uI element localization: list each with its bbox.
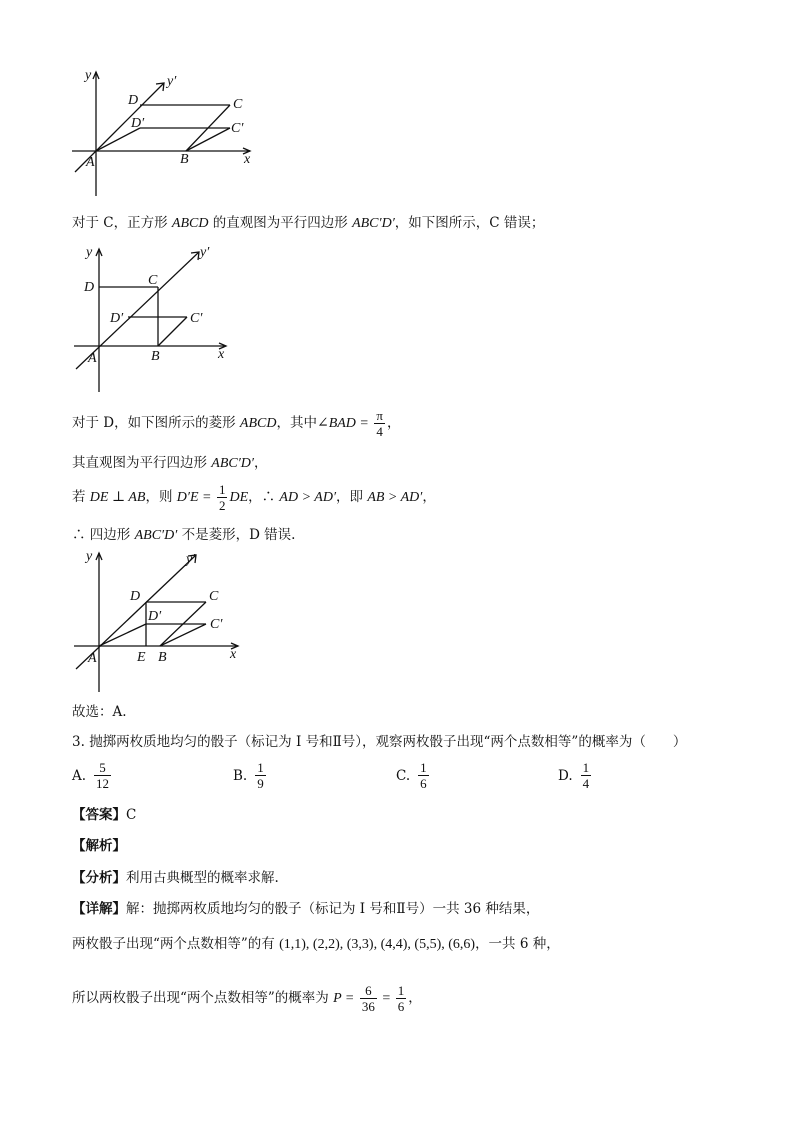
fenxi-line: 【分析】利用古典概型的概率求解. <box>72 870 279 886</box>
fraction-one-half: $\frac{1}{2}$ <box>218 482 226 513</box>
fig3-edge-CpB <box>160 624 206 646</box>
fig1-label-D: D <box>128 93 139 108</box>
xiangjie-line: 【详解】解：抛掷两枚质地均匀的骰子（标记为 I 号和Ⅱ号）一共 36 种结果， <box>72 901 540 917</box>
fig1-label-yprime: y′ <box>167 74 177 89</box>
fig2-label-x: x <box>218 347 225 362</box>
fig3-label-Cp: C′ <box>210 617 223 632</box>
fig2-label-y: y <box>86 245 93 260</box>
fig1-label-B: B <box>180 152 189 167</box>
fig2-label-Dp: D′ <box>110 311 124 326</box>
text-line-d3: 若 DE ⊥ AB，则 D′E = $\frac{1}{2}$ DE，∴ AD > AD′，即 AB > AD′， <box>72 482 436 513</box>
fig2-label-yprime: y′ <box>200 245 210 260</box>
question-number: 3. <box>72 734 85 750</box>
pairs-line: 两枚骰子出现“两个点数相等”的有 (1,1), (2,2), (3,3), (4,4), (5,5), (6,6)，一共 6 种， <box>72 936 560 952</box>
fig2-label-C: C <box>148 273 158 288</box>
fig1-label-Cp: C′ <box>231 121 244 136</box>
fraction-pi-over-4: $\frac{\pi}{4}$ <box>376 408 383 439</box>
fig1-label-y: y <box>85 68 92 83</box>
fig3-label-y: y <box>86 549 93 564</box>
prob-line: 所以两枚骰子出现“两个点数相等”的概率为 P = $\frac{6}{36}$ = $\frac{1}{6}$ ， <box>72 983 422 1014</box>
text-line-d1: 对于 D，如下图所示的菱形 ABCD，其中∠BAD = $\frac{\pi}{4}$ ， <box>72 408 401 439</box>
fig1-label-x: x <box>244 152 251 167</box>
fig2-label-Cp: C′ <box>190 311 203 326</box>
option-b[interactable]: B. $\frac{1}{9}$ <box>233 760 264 791</box>
analysis-tag: 【解析】 <box>72 838 126 854</box>
fig1-label-A: A <box>86 155 95 170</box>
fig2-label-A: A <box>88 351 97 366</box>
fig3-label-E: E <box>137 650 146 665</box>
answer-prev: 故选：A. <box>72 704 127 720</box>
fraction-1-over-6: $\frac{1}{6}$ <box>397 983 405 1014</box>
answer-value: C <box>126 807 137 823</box>
fig2-label-B: B <box>151 349 160 364</box>
fig2-label-D: D <box>84 280 95 295</box>
fig3-label-x: x <box>230 647 237 662</box>
text-line-c: 对于 C，正方形 ABCD 的直观图为平行四边形 ABC′D′，如下图所示，C 错误； <box>72 215 545 231</box>
option-a[interactable]: A. $\frac{5}{12}$ <box>72 760 110 791</box>
answer-tag: 【答案】 <box>72 807 126 823</box>
fig1-label-C: C <box>233 97 243 112</box>
question-text: 抛掷两枚质地均匀的骰子（标记为 I 号和Ⅱ号），观察两枚骰子出现“两个点数相等”的概率为（ ） <box>89 734 687 750</box>
fig1-label-Dp: D′ <box>131 116 145 131</box>
fig3-label-yprime: y′ <box>186 552 196 567</box>
fig3-label-A: A <box>88 651 97 666</box>
option-c[interactable]: C. $\frac{1}{6}$ <box>396 760 427 791</box>
fig3-label-C: C <box>209 589 219 604</box>
fig3-edge-ADp <box>99 624 146 646</box>
fig3-label-D: D <box>130 589 141 604</box>
answer-line <box>72 806 136 824</box>
fig3-label-B: B <box>158 650 167 665</box>
text-line-d4: ∴ 四边形 ABC′D′ 不是菱形，D 错误. <box>72 527 296 543</box>
text-line-d2: 其直观图为平行四边形 ABC′D′， <box>72 455 268 471</box>
option-d[interactable]: D. $\frac{1}{4}$ <box>558 760 590 791</box>
fig3-label-Dp: D′ <box>148 609 162 624</box>
question-3 <box>72 733 686 751</box>
fraction-6-over-36: $\frac{6}{36}$ <box>361 983 375 1014</box>
